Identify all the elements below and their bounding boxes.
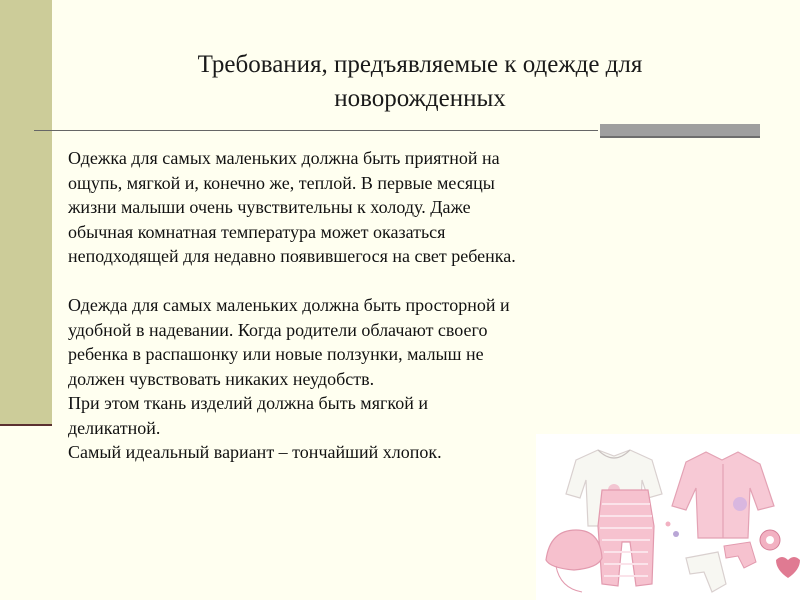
bead [666,522,671,527]
body-line: жизни малыши очень чувствительны к холоду. Даже [68,197,471,217]
paragraph-spacer [68,269,668,294]
body-line: Одежка для самых маленьких должна быть приятной на [68,148,500,168]
baby-clothes-image [536,434,800,600]
title-line-2: новорожденных [334,85,506,112]
pacifier-center [766,536,774,544]
body-line: обычная комнатная температура может оказаться [68,221,446,242]
left-accent-rule [0,424,52,426]
title-divider-block [600,124,760,136]
body-line: деликатной. [68,417,161,438]
body-line: неподходящей для недавно появившегося на свет ребенка. [68,246,516,266]
body-line: При этом ткань изделий должна быть мягкой и [68,393,428,413]
body-line: Самый идеальный вариант – тончайший хлопок. [68,442,442,462]
body-line: удобной в надевании. Когда родители облачают своего [68,319,488,340]
body-line: Одежда для самых маленьких должна быть просторной и [68,295,510,315]
left-accent-bar [0,0,52,424]
body-text [68,146,668,465]
bead [673,531,679,537]
title-divider [34,130,598,131]
title-line-1: Требования, предъявляемые к одежде для [197,51,643,78]
image-background [536,434,800,600]
body-line: должен чувствовать никаких неудобств. [68,368,375,389]
body-line: ребенка в распашонку или новые ползунки, малыш не [68,344,484,364]
slide-title [120,48,720,116]
body-line: ощупь, мягкой и, конечно же, теплой. В первые месяцы [68,172,495,193]
jacket-motif [733,497,747,511]
